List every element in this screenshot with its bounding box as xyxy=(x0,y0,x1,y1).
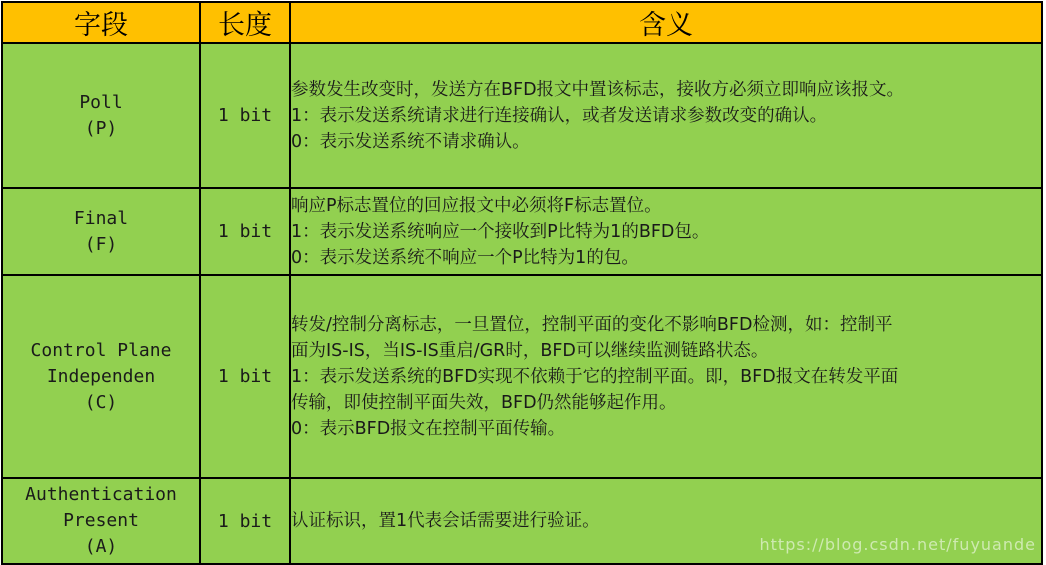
field-abbrev: (P) xyxy=(3,116,199,142)
field-cell xyxy=(2,478,200,564)
meaning-line: 0：表示发送系统不响应一个P比特为1的包。 xyxy=(291,245,1041,271)
field-name: Authentication xyxy=(3,482,199,508)
meaning-line: 0：表示发送系统不请求确认。 xyxy=(291,129,1041,155)
header-field: 字段 xyxy=(2,2,200,43)
meaning-line: 转发/控制分离标志，一旦置位，控制平面的变化不影响BFD检测，如：控制平 xyxy=(291,312,1041,338)
length-cell: 1 bit xyxy=(200,275,290,478)
length-cell: 1 bit xyxy=(200,188,290,275)
field-abbrev: (A) xyxy=(3,534,199,560)
field-cell xyxy=(2,188,200,275)
length-cell: 1 bit xyxy=(200,478,290,564)
meaning-line: 1：表示发送系统请求进行连接确认，或者发送请求参数改变的确认。 xyxy=(291,103,1041,129)
table-row-poll xyxy=(2,43,1042,188)
field-name: Control Plane xyxy=(3,338,199,364)
field-name: Independen xyxy=(3,364,199,390)
header-meaning: 含义 xyxy=(290,2,1042,43)
table-row-final xyxy=(2,188,1042,275)
field-name: Present xyxy=(3,508,199,534)
field-name: Final xyxy=(3,206,199,232)
field-cell xyxy=(2,43,200,188)
meaning-cell xyxy=(290,275,1042,478)
bfd-table-container xyxy=(1,1,1041,561)
watermark-text: https://blog.csdn.net/fuyuande xyxy=(760,535,1036,554)
meaning-line: 传输，即使控制平面失效，BFD仍然能够起作用。 xyxy=(291,390,1041,416)
meaning-line: 认证标识，置1代表会话需要进行验证。 xyxy=(291,508,1041,534)
meaning-line: 1：表示发送系统的BFD实现不依赖于它的控制平面。即，BFD报文在转发平面 xyxy=(291,364,1041,390)
meaning-line: 1：表示发送系统响应一个接收到P比特为1的BFD包。 xyxy=(291,219,1041,245)
meaning-line: 面为IS-IS，当IS-IS重启/GR时，BFD可以继续监测链路状态。 xyxy=(291,338,1041,364)
meaning-cell xyxy=(290,188,1042,275)
field-name: Poll xyxy=(3,90,199,116)
field-abbrev: (C) xyxy=(3,390,199,416)
meaning-line: 参数发生改变时，发送方在BFD报文中置该标志，接收方必须立即响应该报文。 xyxy=(291,77,1041,103)
header-length: 长度 xyxy=(200,2,290,43)
header-row xyxy=(2,2,1042,43)
bfd-flags-table xyxy=(1,1,1043,565)
meaning-line: 0：表示BFD报文在控制平面传输。 xyxy=(291,416,1041,442)
field-abbrev: (F) xyxy=(3,232,199,258)
table-row-control-plane xyxy=(2,275,1042,478)
meaning-cell xyxy=(290,43,1042,188)
meaning-line: 响应P标志置位的回应报文中必须将F标志置位。 xyxy=(291,193,1041,219)
length-cell: 1 bit xyxy=(200,43,290,188)
field-cell xyxy=(2,275,200,478)
